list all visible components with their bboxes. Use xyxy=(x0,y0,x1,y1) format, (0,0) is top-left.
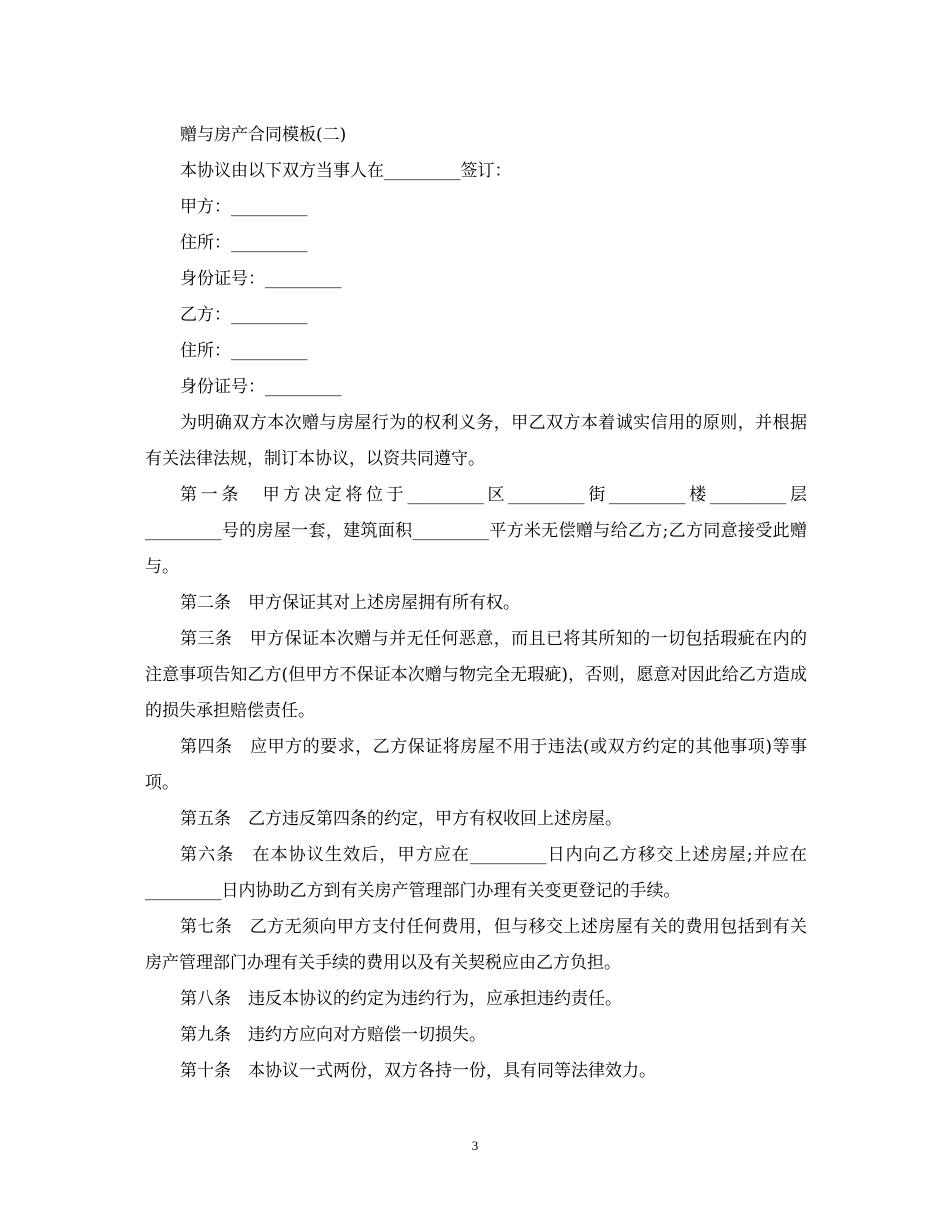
party-b-id-field: 身份证号：_________ xyxy=(180,377,342,397)
article-4: 第四条 应甲方的要求，乙方保证将房屋不用于违法(或双方约定的其他事项)等事项。 xyxy=(145,737,807,793)
party-a-field: 甲方：_________ xyxy=(180,197,308,217)
party-a-address-field: 住所：_________ xyxy=(180,233,308,253)
document-body xyxy=(145,117,807,1089)
party-b-field: 乙方：_________ xyxy=(180,305,308,325)
article-3: 第三条 甲方保证本次赠与并无任何恶意，而且已将其所知的一切包括瑕疵在内的注意事项告知乙方(但甲方不保证本次赠与物完全无瑕疵)，否则，愿意对因此给乙方造成的损失承担赔偿责任。 xyxy=(145,629,807,721)
page-number: 3 xyxy=(471,1138,479,1153)
article-9: 第九条 违约方应向对方赔偿一切损失。 xyxy=(180,1025,486,1045)
article-5: 第五条 乙方违反第四条的约定，甲方有权收回上述房屋。 xyxy=(180,809,622,829)
article-2: 第二条 甲方保证其对上述房屋拥有所有权。 xyxy=(180,593,520,613)
article-1: 第一条 甲方决定将位于_________区_________街_________楼_________层_________号的房屋一套，建筑面积_________平方米无偿赠与给乙方;乙方同意接受此赠与。 xyxy=(145,485,807,577)
article-6: 第六条 在本协议生效后，甲方应在_________日内向乙方移交上述房屋;并应在_________日内协助乙方到有关房产管理部门办理有关变更登记的手续。 xyxy=(145,845,807,901)
party-b-address-field: 住所：_________ xyxy=(180,341,308,361)
party-a-id-field: 身份证号：_________ xyxy=(180,269,342,289)
article-7: 第七条 乙方无须向甲方支付任何费用，但与移交上述房屋有关的费用包括到有关房产管理部门办理有关手续的费用以及有关契税应由乙方负担。 xyxy=(145,917,807,973)
article-8: 第八条 违反本协议的约定为违约行为，应承担违约责任。 xyxy=(180,989,622,1009)
article-10: 第十条 本协议一式两份，双方各持一份，具有同等法律效力。 xyxy=(180,1061,656,1081)
document-title: 赠与房产合同模板(二) xyxy=(180,125,347,145)
preamble-paragraph: 为明确双方本次赠与房屋行为的权利义务，甲乙双方本着诚实信用的原则，并根据有关法律法规，制订本协议，以资共同遵守。 xyxy=(145,413,807,469)
intro-line: 本协议由以下双方当事人在_________签订： xyxy=(180,161,512,181)
